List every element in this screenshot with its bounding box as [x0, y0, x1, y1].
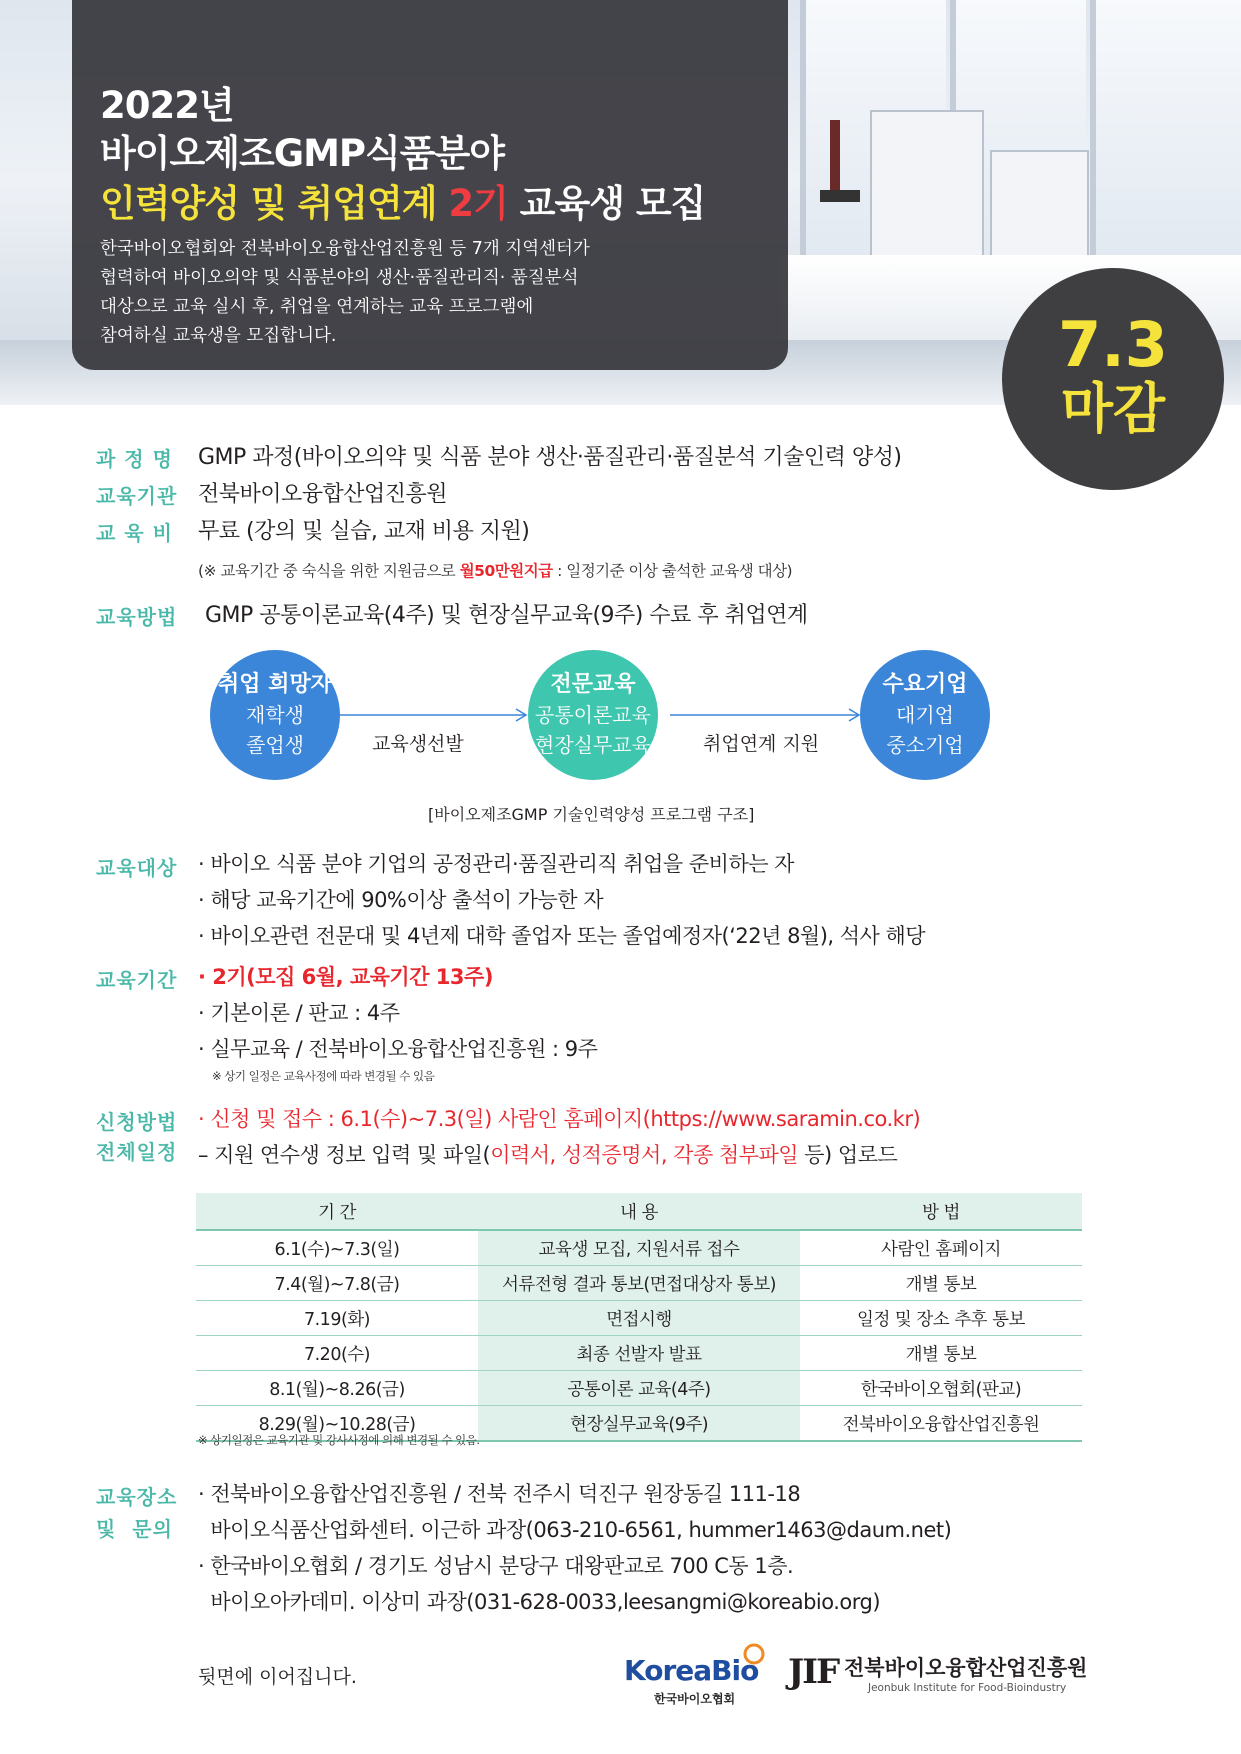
company-line: 중소기업 — [886, 733, 964, 757]
cell-content: 면접시행 — [478, 1301, 800, 1336]
fee-note-highlight: 월50만원지급 — [459, 562, 553, 580]
cell-period: 8.29(월)~10.28(금) — [196, 1406, 478, 1442]
contact-line: 바이오아카데미. 이상미 과장(031-628-0033,leesangmi@koreabio.org) — [198, 1590, 881, 1614]
fee-note-part2: : 일정기준 이상 출석한 교육생 대상) — [552, 562, 793, 580]
header-content: 내 용 — [478, 1193, 800, 1230]
step-selection: 교육생선발 — [372, 733, 464, 755]
table-row — [196, 1301, 1082, 1336]
intro-line: 한국바이오협회와 전북바이오융합산업진흥원 등 7개 지역센터가 — [100, 239, 590, 259]
method-value: GMP 공통이론교육(4주) 및 현장실무교육(9주) 수료 후 취업연계 — [205, 603, 808, 628]
company-circle — [860, 650, 990, 780]
period-item: · 실무교육 / 전북바이오융합산업진흥원 : 9주 — [198, 1037, 598, 1061]
contact-label-2: 및 문의 — [96, 1517, 173, 1541]
schedule-note: ※ 상기일정은 교육기관 및 강사사정에 의해 변경될 수 있음. — [198, 1433, 480, 1447]
cell-method: 전북바이오융합산업진흥원 — [800, 1406, 1082, 1442]
cell-period: 8.1(월)~8.26(금) — [196, 1371, 478, 1406]
cell-method: 개별 통보 — [800, 1336, 1082, 1371]
training-line: 현장실무교육 — [535, 733, 651, 757]
apply-line: · 신청 및 접수 : 6.1(수)~7.3(일) 사람인 홈페이지(https://www.saramin.co.kr) — [198, 1107, 921, 1131]
target-item: · 바이오관련 전문대 및 4년제 대학 졸업자 또는 졸업예정자(‘22년 8월), 석사 해당 — [198, 924, 926, 948]
intro-line: 참여하실 교육생을 모집합니다. — [100, 326, 337, 346]
cell-period: 7.19(화) — [196, 1301, 478, 1336]
step-employment: 취업연계 지원 — [703, 733, 820, 755]
contact-line: 바이오식품산업화센터. 이근하 과장(063-210-6561, hummer1463@daum.net) — [198, 1518, 952, 1542]
deadline-label: 마감 — [1060, 377, 1166, 440]
contact-label: 교육장소 — [96, 1485, 178, 1509]
table-row — [196, 1336, 1082, 1371]
table-row — [196, 1371, 1082, 1406]
target-item: · 해당 교육기간에 90%이상 출석이 가능한 자 — [198, 888, 603, 912]
cell-method: 개별 통보 — [800, 1266, 1082, 1301]
cell-period: 6.1(수)~7.3(일) — [196, 1230, 478, 1266]
training-line: 공통이론교육 — [535, 703, 651, 727]
training-circle — [528, 650, 658, 780]
upload-line — [198, 1139, 897, 1169]
target-label: 교육대상 — [96, 856, 178, 880]
jif-logo-mark: JIF — [788, 1652, 839, 1692]
header-period: 기 간 — [196, 1193, 478, 1230]
jif-logo-name: 전북바이오융합산업진흥원 — [844, 1656, 1088, 1680]
fee-label: 교 육 비 — [96, 521, 173, 545]
table-row — [196, 1266, 1082, 1301]
upload-highlight: 이력서, 성적증명서, 각종 첨부파일 — [490, 1143, 799, 1167]
table-header-row — [196, 1193, 1082, 1230]
title-recruit-part1: 인력양성 및 취업연계 — [100, 182, 449, 225]
koreabio-logo — [624, 1640, 770, 1710]
title-program: 바이오제조GMP식품분야 — [100, 132, 504, 175]
contact-line: · 한국바이오협회 / 경기도 성남시 분당구 대왕판교로 700 C동 1층. — [198, 1554, 794, 1578]
koreabio-logo-text: KoreaBio — [624, 1654, 759, 1687]
koreabio-logo-sub: 한국바이오협회 — [654, 1692, 736, 1706]
method-label: 교육방법 — [96, 605, 178, 629]
contact-line: · 전북바이오융합산업진흥원 / 전북 전주시 덕진구 원장동길 111-18 — [198, 1482, 801, 1506]
continued-note: 뒷면에 이어집니다. — [198, 1666, 357, 1688]
jif-logo — [788, 1650, 1098, 1705]
cell-method: 일정 및 장소 추후 통보 — [800, 1301, 1082, 1336]
period-item: · 기본이론 / 판교 : 4주 — [198, 1001, 400, 1025]
applicant-circle — [210, 650, 340, 780]
institution-label: 교육기관 — [96, 484, 178, 508]
cell-content: 공통이론 교육(4주) — [478, 1371, 800, 1406]
intro-line: 협력하여 바이오의약 및 식품분야의 생산·품질관리직· 품질분석 — [100, 268, 579, 288]
title-year: 2022년 — [100, 84, 234, 127]
title-recruit-part3: 교육생 모집 — [507, 182, 706, 225]
institution-value: 전북바이오융합산업진흥원 — [198, 482, 448, 507]
applicant-line: 졸업생 — [246, 733, 304, 757]
target-item: · 바이오 식품 분야 기업의 공정관리·품질관리직 취업을 준비하는 자 — [198, 852, 794, 876]
fee-value: 무료 (강의 및 실습, 교재 비용 지원) — [198, 519, 530, 544]
header-method: 방 법 — [800, 1193, 1082, 1230]
company-title: 수요기업 — [882, 672, 968, 697]
jif-logo-sub: Jeonbuk Institute for Food-Bioindustry — [868, 1682, 1067, 1694]
cell-period: 7.4(월)~7.8(금) — [196, 1266, 478, 1301]
title-recruit — [100, 173, 705, 227]
microscope-icon — [800, 110, 880, 230]
title-recruit-cohort: 2기 — [448, 182, 508, 225]
fee-note-part1: (※ 교육기간 중 숙식을 위한 지원금으로 — [198, 562, 460, 580]
cell-period: 7.20(수) — [196, 1336, 478, 1371]
fee-note — [198, 559, 792, 581]
cell-method: 한국바이오협회(판교) — [800, 1371, 1082, 1406]
applicant-title: 취업 희망자 — [218, 672, 332, 697]
training-title: 전문교육 — [550, 672, 636, 697]
deadline-date: 7.3 — [1058, 308, 1168, 381]
applicant-line: 재학생 — [246, 703, 304, 727]
apply-label: 신청방법 — [96, 1110, 178, 1134]
upload-part2: 등) 업로드 — [798, 1143, 898, 1167]
period-note: ※ 상기 일정은 교육사정에 따라 변경될 수 있음 — [212, 1069, 435, 1083]
company-line: 대기업 — [896, 703, 954, 727]
table-row — [196, 1230, 1082, 1266]
cell-content: 서류전형 결과 통보(면접대상자 통보) — [478, 1266, 800, 1301]
schedule-label: 전체일정 — [96, 1140, 178, 1164]
period-label: 교육기간 — [96, 968, 178, 992]
upload-part1: – 지원 연수생 정보 입력 및 파일( — [198, 1143, 491, 1167]
intro-text — [100, 235, 660, 351]
course-label: 과 정 명 — [96, 447, 173, 471]
schedule-table — [196, 1193, 1082, 1442]
diagram-caption: [바이오제조GMP 기술인력양성 프로그램 구조] — [428, 805, 755, 824]
cell-content: 최종 선발자 발표 — [478, 1336, 800, 1371]
deadline-badge — [1002, 268, 1224, 490]
course-value: GMP 과정(바이오의약 및 식품 분야 생산·품질관리·품질분석 기술인력 양성) — [198, 445, 902, 470]
cell-content: 현장실무교육(9주) — [478, 1406, 800, 1442]
lab-window — [1090, 0, 1241, 290]
cell-method: 사람인 홈페이지 — [800, 1230, 1082, 1266]
period-highlight: · 2기(모집 6월, 교육기간 13주) — [198, 965, 493, 989]
cell-content: 교육생 모집, 지원서류 접수 — [478, 1230, 800, 1266]
intro-line: 대상으로 교육 실시 후, 취업을 연계하는 교육 프로그램에 — [100, 297, 534, 317]
